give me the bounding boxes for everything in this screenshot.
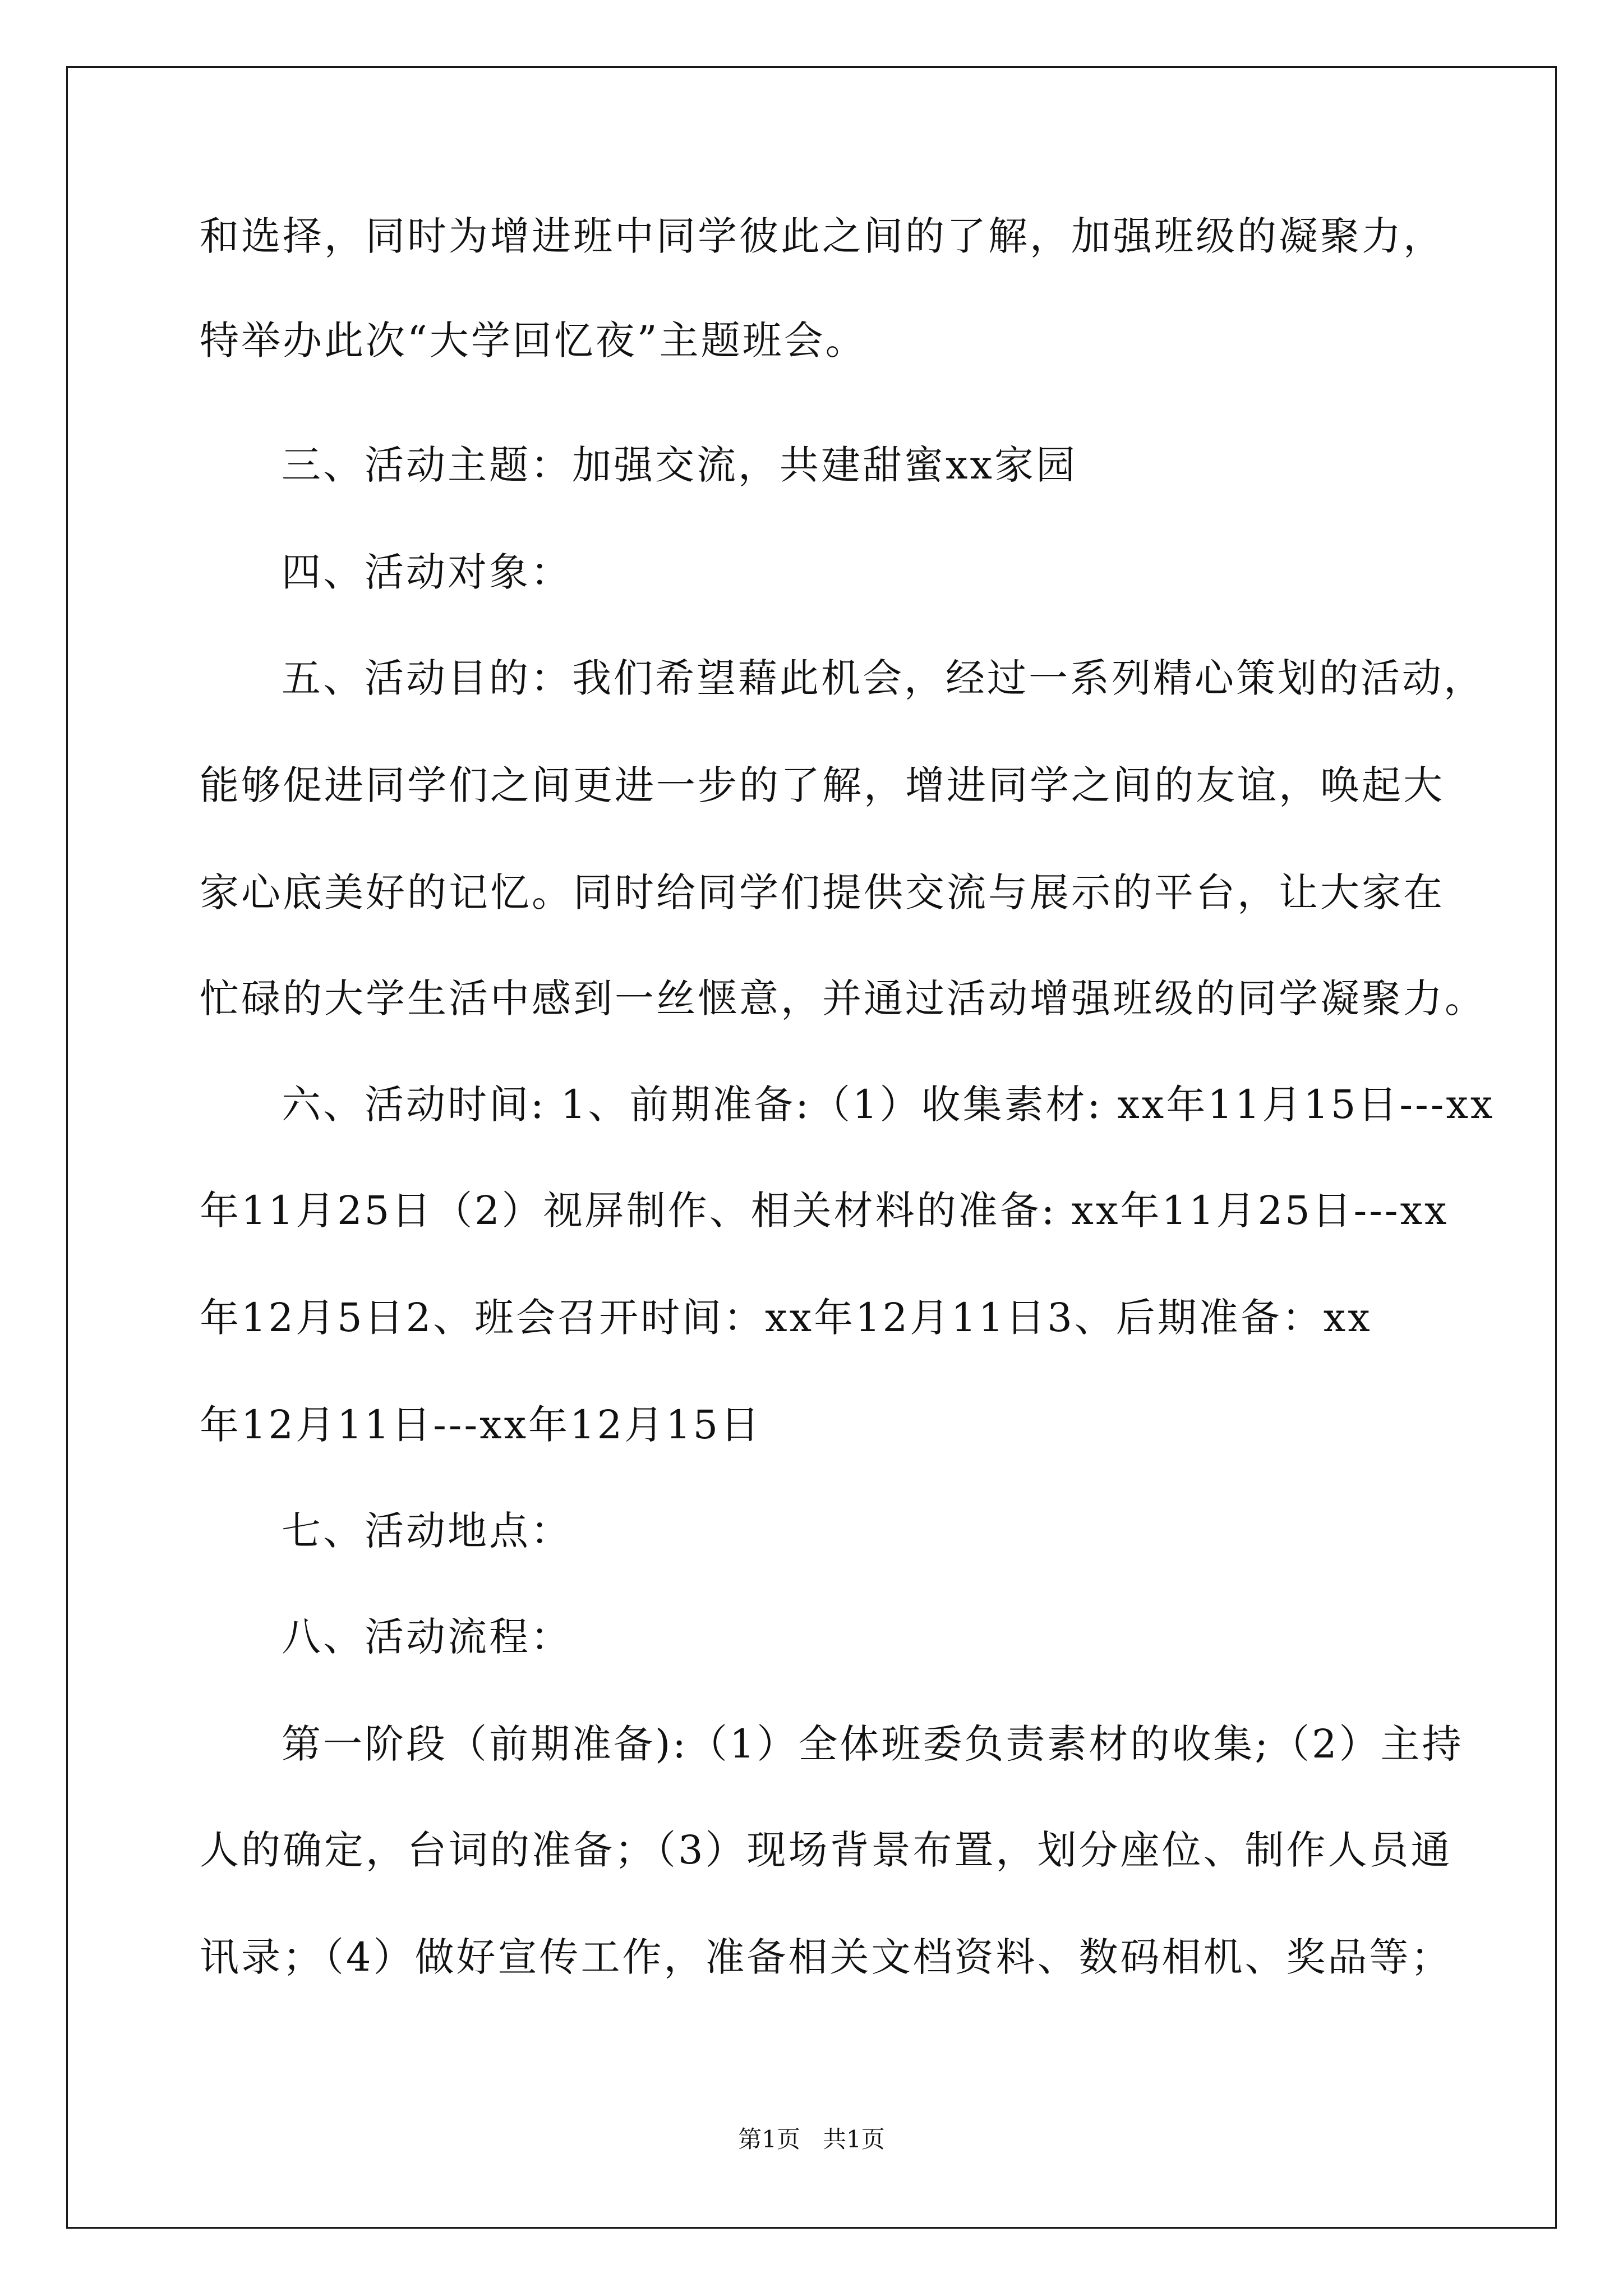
stage-one-line: 第一阶段（前期准备):（1）全体班委负责素材的收集;（2）主持: [282, 1721, 1464, 1767]
section-heading-4: 四、活动对象：: [282, 549, 572, 595]
section-heading-5: 五、活动目的：我们希望藉此机会，经过一系列精心策划的活动，: [282, 655, 1485, 701]
section-heading-8: 八、活动流程：: [282, 1614, 572, 1660]
text-line-12: 年12月11日---xx年12月15日: [200, 1402, 762, 1448]
section-heading-7: 七、活动地点：: [282, 1508, 572, 1554]
text-line-8: 忙碌的大学生活中感到一丝惬意，并通过活动增强班级的同学凝聚力。: [200, 976, 1486, 1022]
text-line-11: 年12月5日2、班会召开时间：xx年12月11日3、后期准备：xx: [200, 1295, 1372, 1341]
page-number-footer: 第1页 共1页: [738, 2125, 885, 2153]
text-line-1: 和选择，同时为增进班中同学彼此之间的了解，加强班级的凝聚力，: [200, 213, 1445, 259]
text-line-10: 年11月25日（2）视屏制作、相关材料的准备: xx年11月25日---xx: [200, 1188, 1449, 1234]
text-line-17: 讯录；（4）做好宣传工作，准备相关文档资料、数码相机、奖品等；: [200, 1934, 1453, 1980]
text-line-7: 家心底美好的记忆。同时给同学们提供交流与展示的平台，让大家在: [200, 869, 1445, 915]
page-border: [66, 66, 1557, 2229]
text-line-2: 特举办此次“大学回忆夜”主题班会。: [200, 318, 867, 364]
section-heading-6: 六、活动时间: 1、前期准备:（1）收集素材: xx年11月15日---xx: [282, 1082, 1495, 1128]
text-line-6: 能够促进同学们之间更进一步的了解，增进同学之间的友谊，唤起大: [200, 762, 1445, 808]
text-line-16: 人的确定，台词的准备；（3）现场背景布置，划分座位、制作人员通: [200, 1827, 1453, 1873]
section-heading-3: 三、活动主题：加强交流，共建甜蜜xx家园: [282, 442, 1077, 488]
